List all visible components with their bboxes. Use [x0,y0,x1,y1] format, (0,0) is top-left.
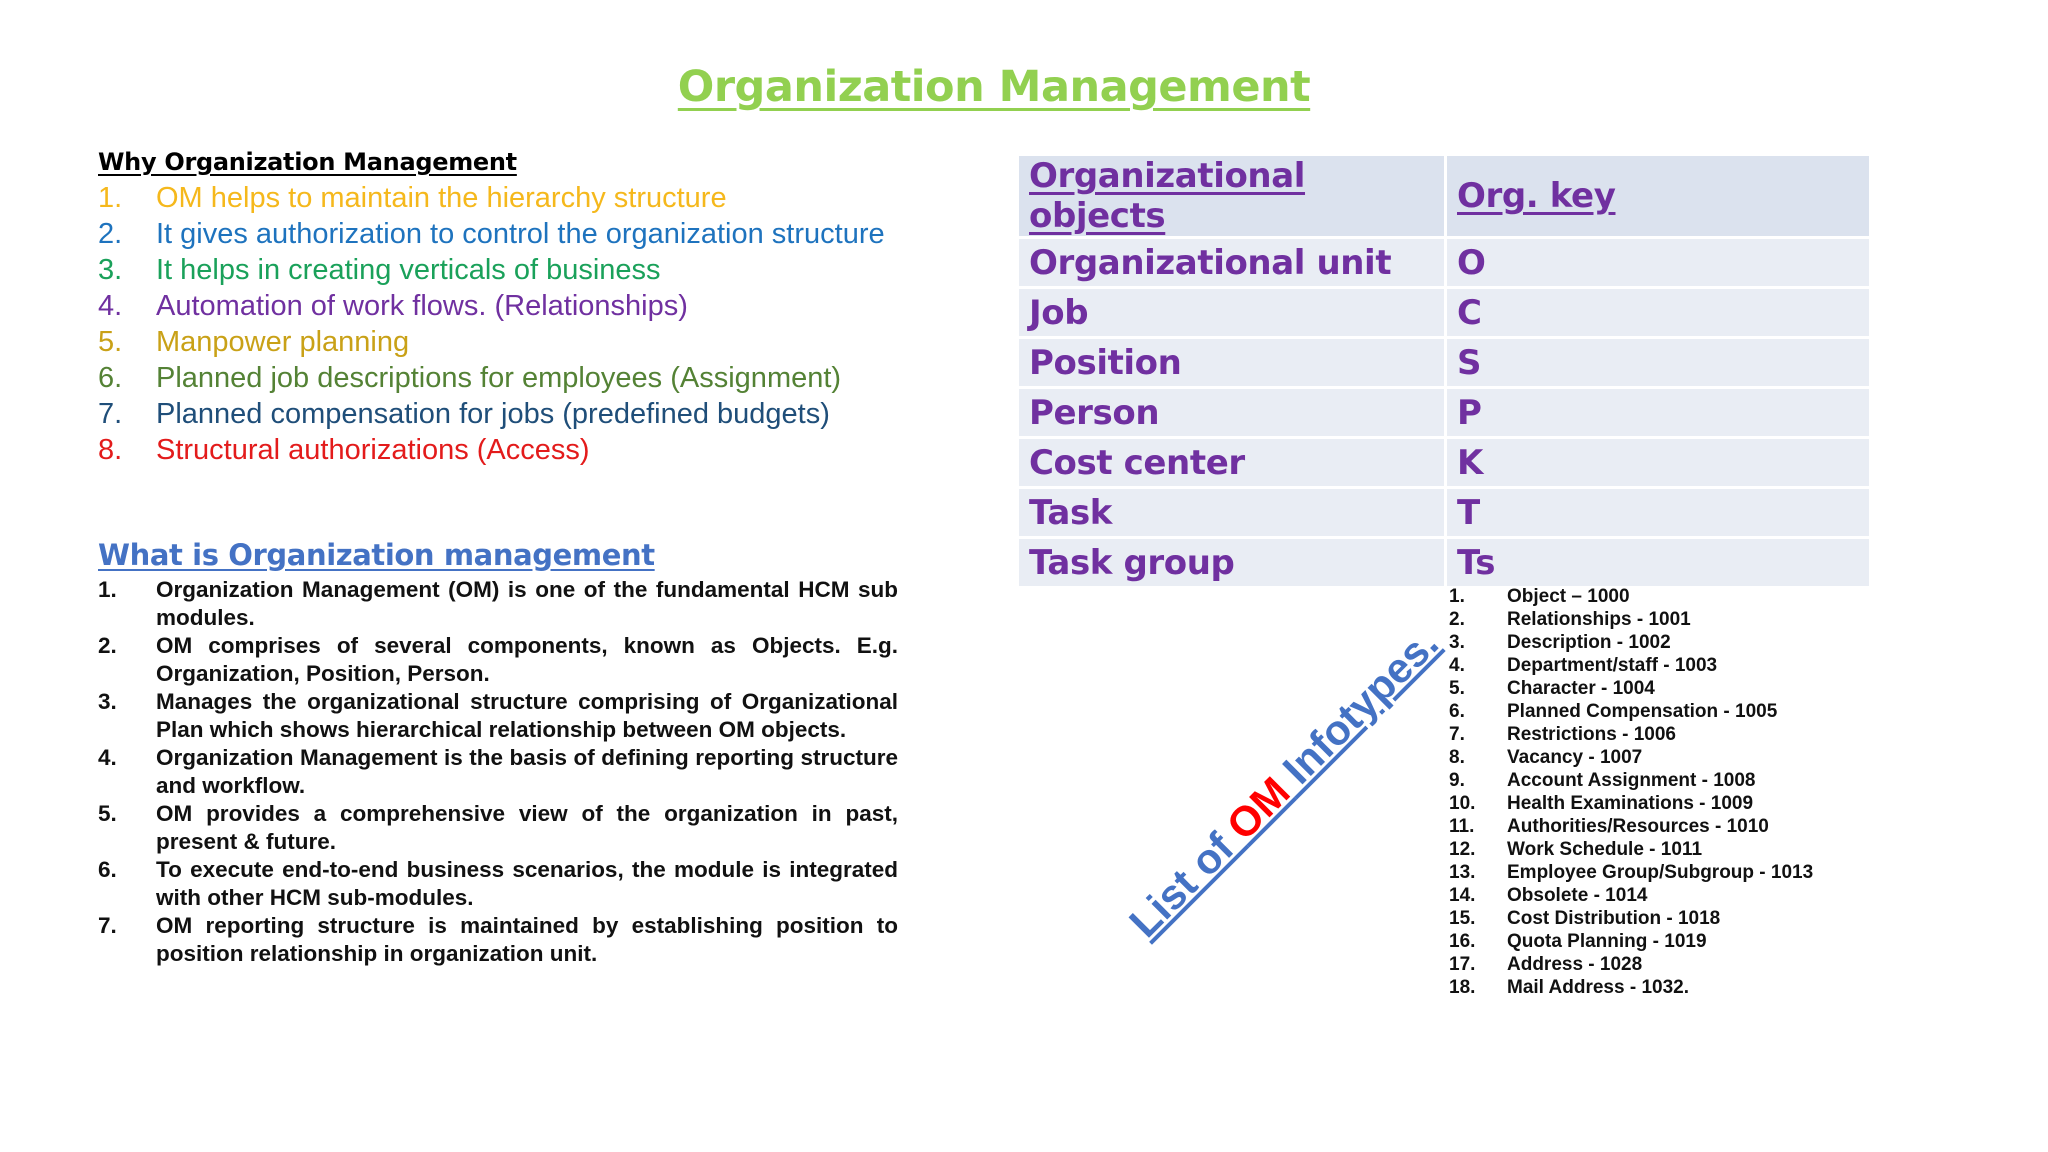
list-item [98,360,885,396]
list-item [98,180,885,216]
org-key-cell: P [1447,389,1869,436]
why-heading: Why Organization Management [98,148,517,176]
list-number: 3. [1449,632,1465,653]
list-item [1449,907,1813,930]
list-number: 7. [98,398,123,430]
header-org-key: Org. key [1447,156,1869,236]
list-number: 6. [98,857,117,882]
list-text: Health Examinations - 1009 [1507,793,1754,814]
list-text: OM comprises of several components, known as Objects. E.g. Organization, Position, Person. [156,633,898,686]
org-key-cell: K [1447,439,1869,486]
list-number: 3. [98,689,117,714]
list-text: Relationships - 1001 [1507,609,1691,630]
list-number: 2. [1449,609,1465,630]
list-text: Planned compensation for jobs (predefined budgets) [156,398,830,430]
why-list [98,180,885,468]
table-row [1019,239,1869,286]
list-item [98,576,898,632]
list-text: Planned job descriptions for employees (Assignment) [156,362,842,394]
list-number: 7. [1449,724,1465,745]
list-text: To execute end-to-end business scenarios, the module is integrated with other HCM sub-modules. [156,857,898,910]
list-text: OM reporting structure is maintained by establishing position to position relationship in organization unit. [156,913,898,966]
list-text: Cost Distribution - 1018 [1507,908,1721,929]
list-item [1449,608,1813,631]
list-text: OM provides a comprehensive view of the organization in past, present & future. [156,801,898,854]
infotypes-label-after: Infotypes. [1265,619,1448,801]
org-key-cell: T [1447,489,1869,536]
list-text: OM helps to maintain the hierarchy structure [156,182,727,214]
list-item [98,744,898,800]
list-text: Obsolete - 1014 [1507,885,1648,906]
object-name-cell: Task group [1019,539,1444,586]
what-heading: What is Organization management [98,538,655,572]
list-item [1449,884,1813,907]
list-item [1449,631,1813,654]
header-objects: Organizational objects [1019,156,1444,236]
list-number: 15. [1449,908,1476,929]
object-name-cell: Position [1019,339,1444,386]
list-number: 4. [98,290,123,322]
list-item [1449,700,1813,723]
list-number: 18. [1449,977,1476,998]
list-number: 4. [98,745,117,770]
infotypes-label-before: List of [1120,815,1251,947]
table-row [1019,339,1869,386]
list-item [98,396,885,432]
table-row [1019,539,1869,586]
list-number: 2. [98,218,123,250]
object-name-cell: Task [1019,489,1444,536]
list-item [98,216,885,252]
list-text: Mail Address - 1032. [1507,977,1689,998]
org-key-cell: S [1447,339,1869,386]
list-text: Character - 1004 [1507,678,1655,699]
list-text: Planned Compensation - 1005 [1507,701,1778,722]
list-text: Organization Management is the basis of defining reporting structure and workflow. [156,745,898,798]
table-row [1019,489,1869,536]
list-number: 12. [1449,839,1476,860]
list-text: Manages the organizational structure comprising of Organizational Plan which shows hierarchical relationship between OM objects. [156,689,898,742]
list-item [98,324,885,360]
list-number: 13. [1449,862,1476,883]
list-item [1449,792,1813,815]
org-key-cell: C [1447,289,1869,336]
list-item [1449,677,1813,700]
list-number: 17. [1449,954,1476,975]
list-item [98,800,898,856]
object-name-cell: Person [1019,389,1444,436]
list-item [1449,953,1813,976]
table-row [1019,389,1869,436]
list-text: Work Schedule - 1011 [1507,839,1703,860]
list-text: Authorities/Resources - 1010 [1507,816,1769,837]
list-number: 1. [98,577,117,602]
list-item [1449,769,1813,792]
list-text: Employee Group/Subgroup - 1013 [1507,862,1814,883]
list-item [1449,976,1813,999]
list-item [98,688,898,744]
infotypes-label-om: OM [1217,767,1299,849]
org-key-cell: Ts [1447,539,1869,586]
list-number: 14. [1449,885,1476,906]
list-number: 5. [1449,678,1465,699]
list-text: Account Assignment - 1008 [1507,770,1756,791]
list-text: Department/staff - 1003 [1507,655,1718,676]
list-item [1449,723,1813,746]
infotypes-list [1449,585,1813,999]
list-number: 3. [98,254,123,286]
list-item [1449,838,1813,861]
list-number: 6. [1449,701,1465,722]
object-name-cell: Cost center [1019,439,1444,486]
list-number: 9. [1449,770,1465,791]
list-number: 11. [1449,816,1475,837]
list-text: Vacancy - 1007 [1507,747,1643,768]
list-text: Structural authorizations (Access) [156,434,590,466]
list-number: 16. [1449,931,1476,952]
list-text: Organization Management (OM) is one of the fundamental HCM sub modules. [156,577,898,630]
infotypes-label [1120,619,1448,947]
list-item [98,252,885,288]
list-number: 1. [98,182,123,214]
list-item [98,432,885,468]
objects-table [1016,153,1872,589]
table-row [1019,439,1869,486]
list-text: Object – 1000 [1507,586,1630,607]
object-name-cell: Job [1019,289,1444,336]
list-text: Restrictions - 1006 [1507,724,1676,745]
list-text: It helps in creating verticals of business [156,254,661,286]
list-item [1449,746,1813,769]
list-number: 10. [1449,793,1476,814]
list-item [1449,861,1813,884]
list-number: 4. [1449,655,1465,676]
list-item [98,856,898,912]
list-text: Quota Planning - 1019 [1507,931,1707,952]
list-item [98,632,898,688]
list-number: 1. [1449,586,1465,607]
list-item [1449,930,1813,953]
table-header-row [1019,156,1869,236]
what-list [98,576,898,968]
object-name-cell: Organizational unit [1019,239,1444,286]
list-number: 2. [98,633,117,658]
list-item [98,288,885,324]
list-text: Description - 1002 [1507,632,1671,653]
list-item [1449,654,1813,677]
list-number: 7. [98,913,117,938]
list-text: It gives authorization to control the organization structure [156,218,885,250]
list-text: Automation of work flows. (Relationships) [156,290,688,322]
list-text: Manpower planning [156,326,410,358]
list-item [1449,815,1813,838]
list-text: Address - 1028 [1507,954,1643,975]
list-number: 5. [98,326,123,358]
org-key-cell: O [1447,239,1869,286]
list-item [1449,585,1813,608]
page-title: Organization Management [677,62,1311,112]
list-number: 8. [98,434,123,466]
list-number: 8. [1449,747,1465,768]
list-item [98,912,898,968]
list-number: 6. [98,362,123,394]
list-number: 5. [98,801,117,826]
table-row [1019,289,1869,336]
